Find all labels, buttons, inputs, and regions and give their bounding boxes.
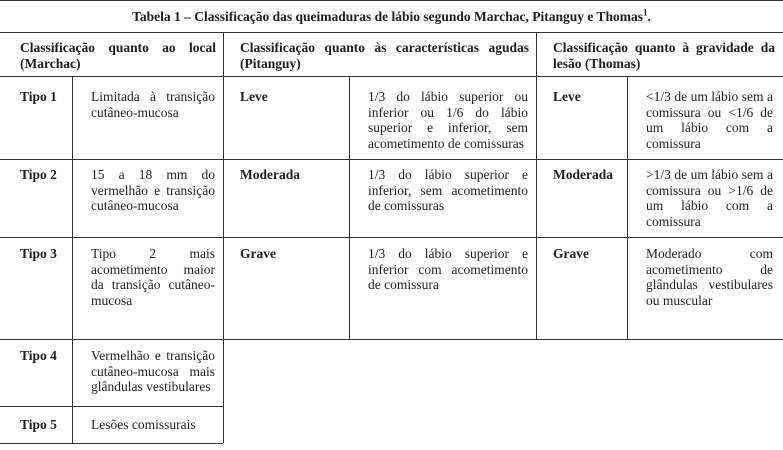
pitanguy-desc-2: 1/3 do lábio superior e inferior, sem acometimento de comissuras (368, 167, 528, 214)
pitanguy-label-2: Moderada (240, 167, 300, 182)
thomas-label-2: Moderada (553, 167, 613, 182)
row3-rule (0, 339, 783, 340)
row4-rule (0, 406, 223, 407)
marchac-inner-divider (72, 77, 73, 443)
marchac-label-4: Tipo 4 (20, 348, 57, 363)
pitanguy-label-3: Grave (240, 246, 276, 261)
header-bottom-rule (0, 76, 783, 77)
header-thomas: Classificação quanto à gravidade da lesão (Thomas) (553, 40, 775, 71)
thomas-desc-3: Moderado com acometimento de glândulas vestibulares ou muscular (646, 246, 773, 308)
pitanguy-inner-divider (349, 77, 350, 339)
pitanguy-label-1: Leve (240, 89, 268, 104)
marchac-label-1: Tipo 1 (20, 89, 57, 104)
marchac-desc-3: Tipo 2 mais acometimento maior da transição cutâneo-mucosa (91, 246, 215, 308)
row1-rule (0, 159, 783, 160)
thomas-desc-1: <1/3 de um lábio sem a comissura ou <1/6 de um lábio com a comissura (646, 89, 773, 151)
table-title-suffix: . (647, 9, 651, 24)
table-title (0, 0, 783, 33)
marchac-label-5: Tipo 5 (20, 417, 57, 432)
table-title-text: Tabela 1 – Classificação das queimaduras de lábio segundo Marchac, Pitanguy e Thomas (132, 9, 644, 24)
marchac-label-3: Tipo 3 (20, 246, 57, 261)
header-marchac: Classificação quanto ao local (Marchac) (20, 40, 216, 71)
marchac-label-2: Tipo 2 (20, 167, 57, 182)
thomas-label-1: Leve (553, 89, 581, 104)
table-bottom-rule (0, 443, 223, 444)
marchac-desc-4: Vermelhão e transição cutâneo-mucosa mais glândulas vestibulares (91, 348, 215, 395)
thomas-label-3: Grave (553, 246, 589, 261)
pitanguy-desc-1: 1/3 do lábio superior ou inferior ou 1/6 do lábio superior e inferior, sem acometimento de comissuras (368, 89, 528, 151)
pitanguy-desc-3: 1/3 do lábio superior e inferior com acometimento de comissura (368, 246, 528, 293)
header-pitanguy: Classificação quanto às características agudas (Pitanguy) (240, 40, 529, 71)
marchac-desc-5: Lesões comissurais (91, 417, 196, 432)
marchac-desc-1: Limitada à transição cutâneo-mucosa (91, 89, 215, 120)
thomas-inner-divider (627, 77, 628, 339)
marchac-pitanguy-divider (223, 33, 224, 443)
thomas-desc-2: >1/3 de um lábio sem a comissura ou >1/6 de um lábio com a comissura (646, 167, 773, 229)
table-title-reference: 1 (643, 7, 648, 18)
row2-rule (0, 237, 783, 238)
pitanguy-thomas-divider (536, 33, 537, 339)
marchac-desc-2: 15 a 18 mm do vermelhão e transição cutâneo-mucosa (91, 167, 215, 214)
